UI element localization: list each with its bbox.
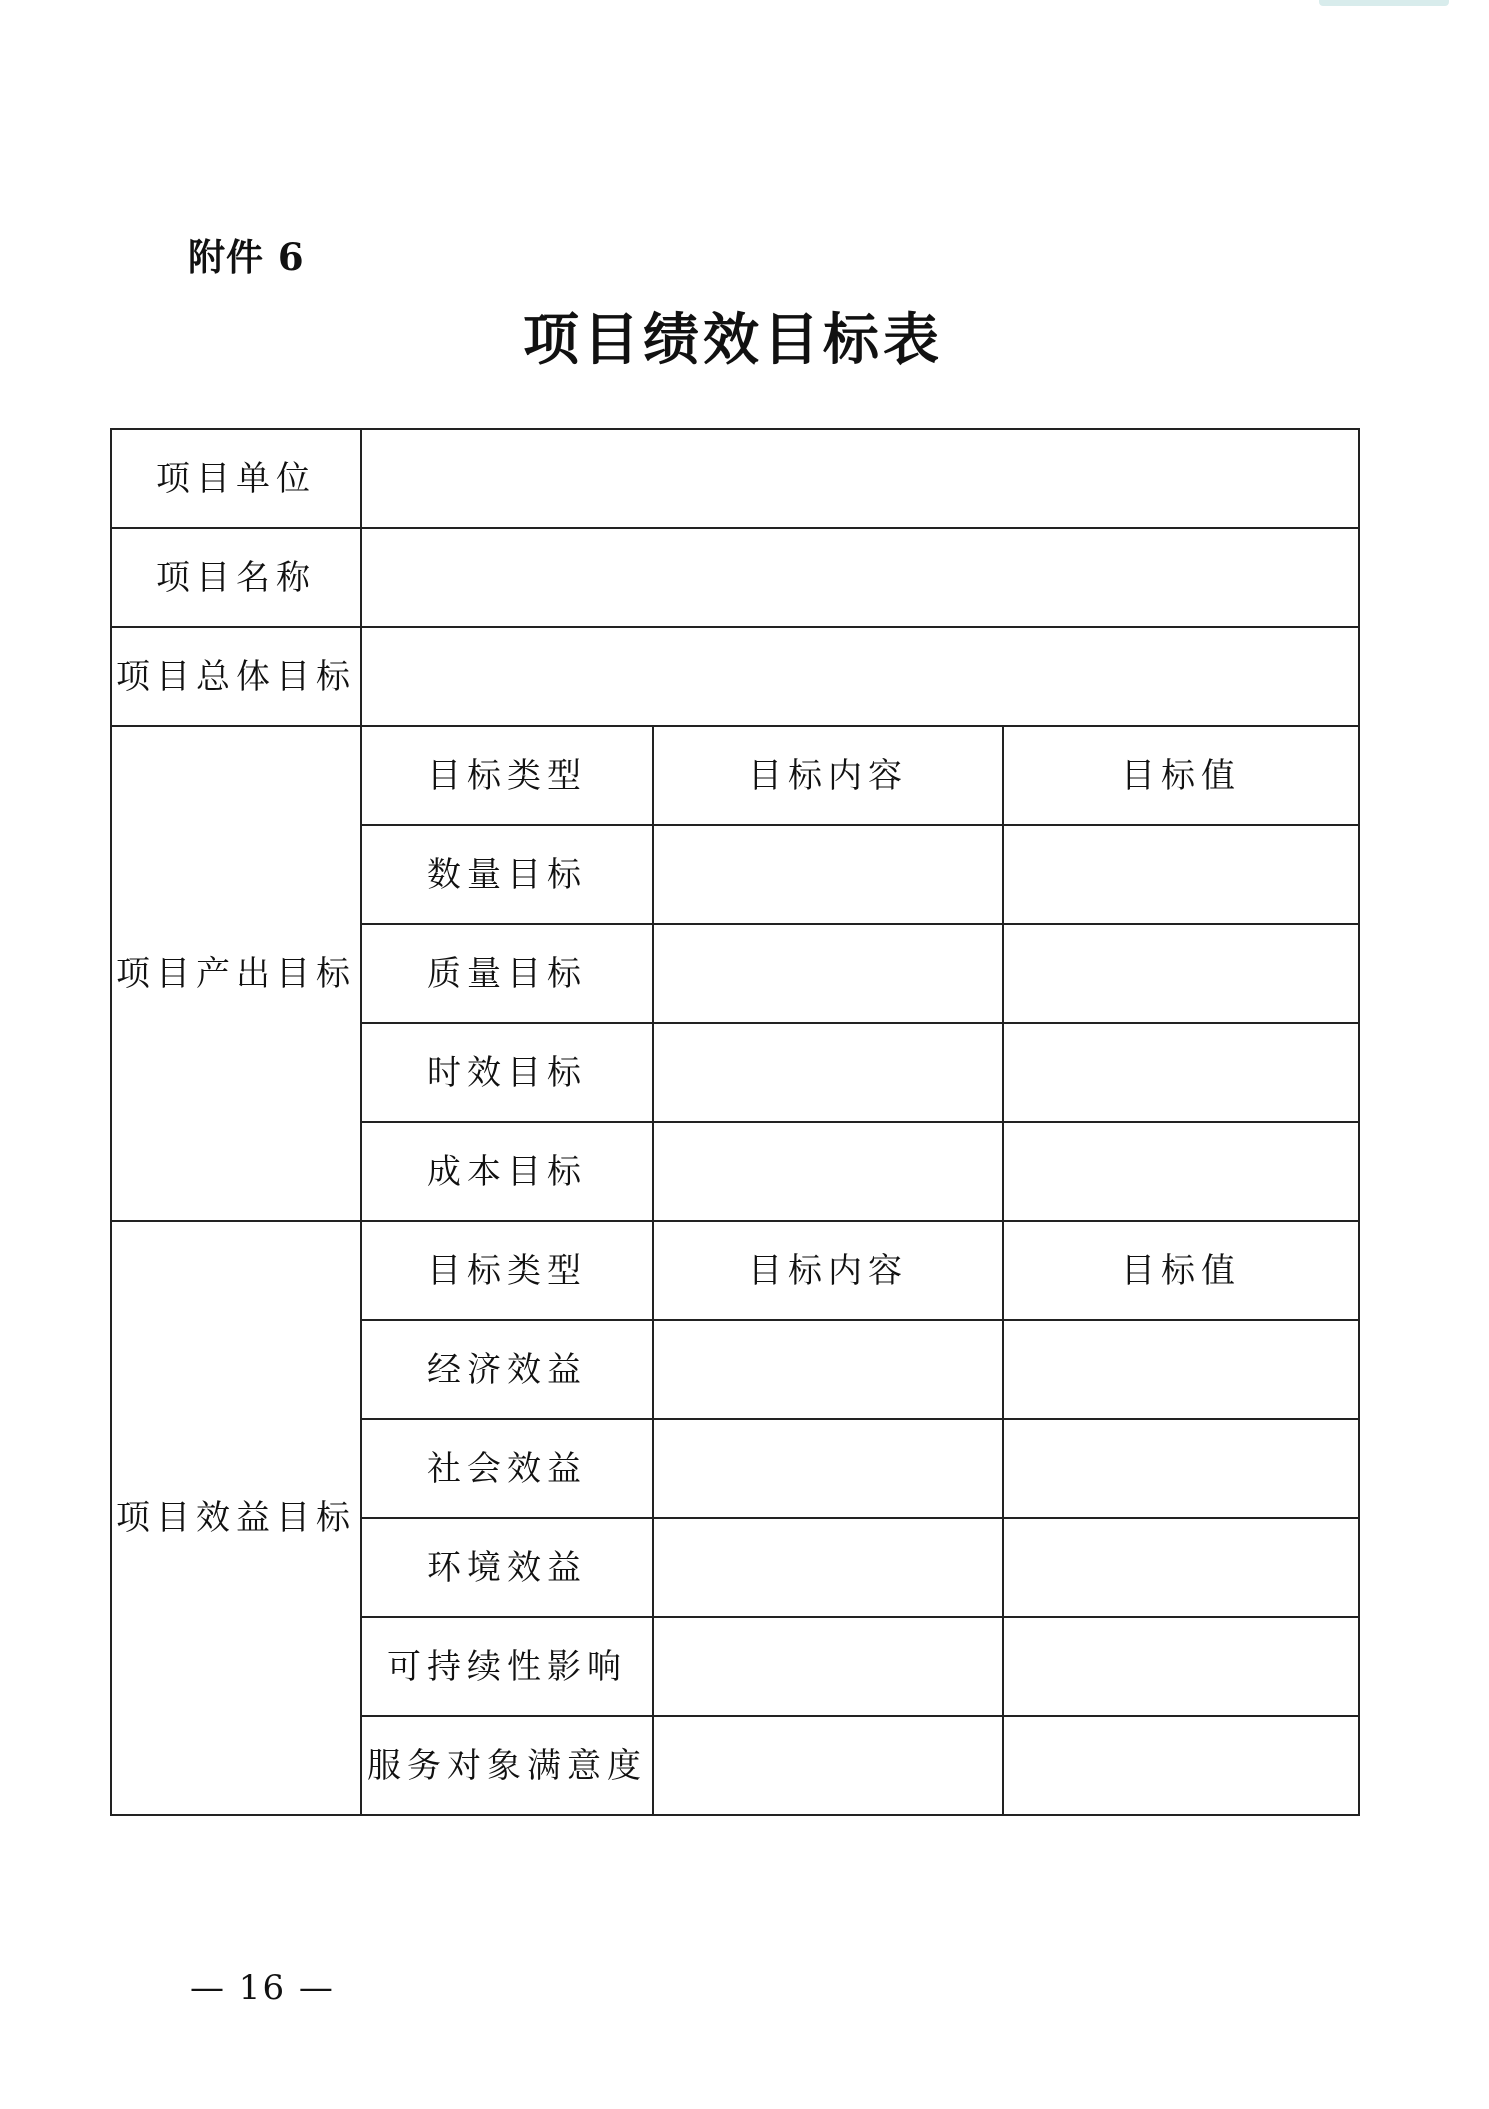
benefit-value-cell[interactable]: [1003, 1320, 1359, 1419]
name-label: 项目名称: [111, 528, 361, 627]
output-content-cell[interactable]: [653, 1122, 1003, 1221]
attachment-label: 附件 6: [188, 235, 305, 279]
benefit-content-cell[interactable]: [653, 1617, 1003, 1716]
page-title: 项目绩效目标表: [523, 307, 943, 373]
scan-corner-mark: [1319, 0, 1449, 6]
unit-label: 项目单位: [111, 429, 361, 528]
output-value-cell[interactable]: [1003, 825, 1359, 924]
output-type-cell: 成本目标: [361, 1122, 653, 1221]
benefit-content-cell[interactable]: [653, 1518, 1003, 1617]
output-content-cell[interactable]: [653, 1023, 1003, 1122]
table-row-unit: [111, 429, 1359, 528]
output-content-cell[interactable]: [653, 825, 1003, 924]
output-header-row: [111, 726, 1359, 825]
unit-value-cell[interactable]: [361, 429, 1359, 528]
output-value-cell[interactable]: [1003, 1122, 1359, 1221]
benefit-value-cell[interactable]: [1003, 1419, 1359, 1518]
benefit-col-content-header: 目标内容: [653, 1221, 1003, 1320]
overall-goal-label: 项目总体目标: [111, 627, 361, 726]
benefit-type-cell: 经济效益: [361, 1320, 653, 1419]
benefit-section-label: 项目效益目标: [111, 1221, 361, 1815]
benefit-header-row: [111, 1221, 1359, 1320]
page-number: — 16 —: [190, 1968, 335, 2008]
output-type-cell: 时效目标: [361, 1023, 653, 1122]
table-row-name: [111, 528, 1359, 627]
benefit-type-cell: 服务对象满意度: [361, 1716, 653, 1815]
benefit-col-value-header: 目标值: [1003, 1221, 1359, 1320]
output-col-content-header: 目标内容: [653, 726, 1003, 825]
benefit-type-cell: 可持续性影响: [361, 1617, 653, 1716]
output-content-cell[interactable]: [653, 924, 1003, 1023]
performance-goal-table: [110, 428, 1360, 1816]
name-value-cell[interactable]: [361, 528, 1359, 627]
output-col-value-header: 目标值: [1003, 726, 1359, 825]
benefit-type-cell: 社会效益: [361, 1419, 653, 1518]
table-row-overall-goal: [111, 627, 1359, 726]
benefit-content-cell[interactable]: [653, 1419, 1003, 1518]
output-value-cell[interactable]: [1003, 924, 1359, 1023]
output-value-cell[interactable]: [1003, 1023, 1359, 1122]
output-type-cell: 质量目标: [361, 924, 653, 1023]
output-col-type-header: 目标类型: [361, 726, 653, 825]
benefit-type-cell: 环境效益: [361, 1518, 653, 1617]
benefit-value-cell[interactable]: [1003, 1716, 1359, 1815]
benefit-content-cell[interactable]: [653, 1716, 1003, 1815]
output-section-label: 项目产出目标: [111, 726, 361, 1221]
output-type-cell: 数量目标: [361, 825, 653, 924]
benefit-value-cell[interactable]: [1003, 1617, 1359, 1716]
benefit-col-type-header: 目标类型: [361, 1221, 653, 1320]
benefit-content-cell[interactable]: [653, 1320, 1003, 1419]
benefit-value-cell[interactable]: [1003, 1518, 1359, 1617]
overall-goal-value-cell[interactable]: [361, 627, 1359, 726]
